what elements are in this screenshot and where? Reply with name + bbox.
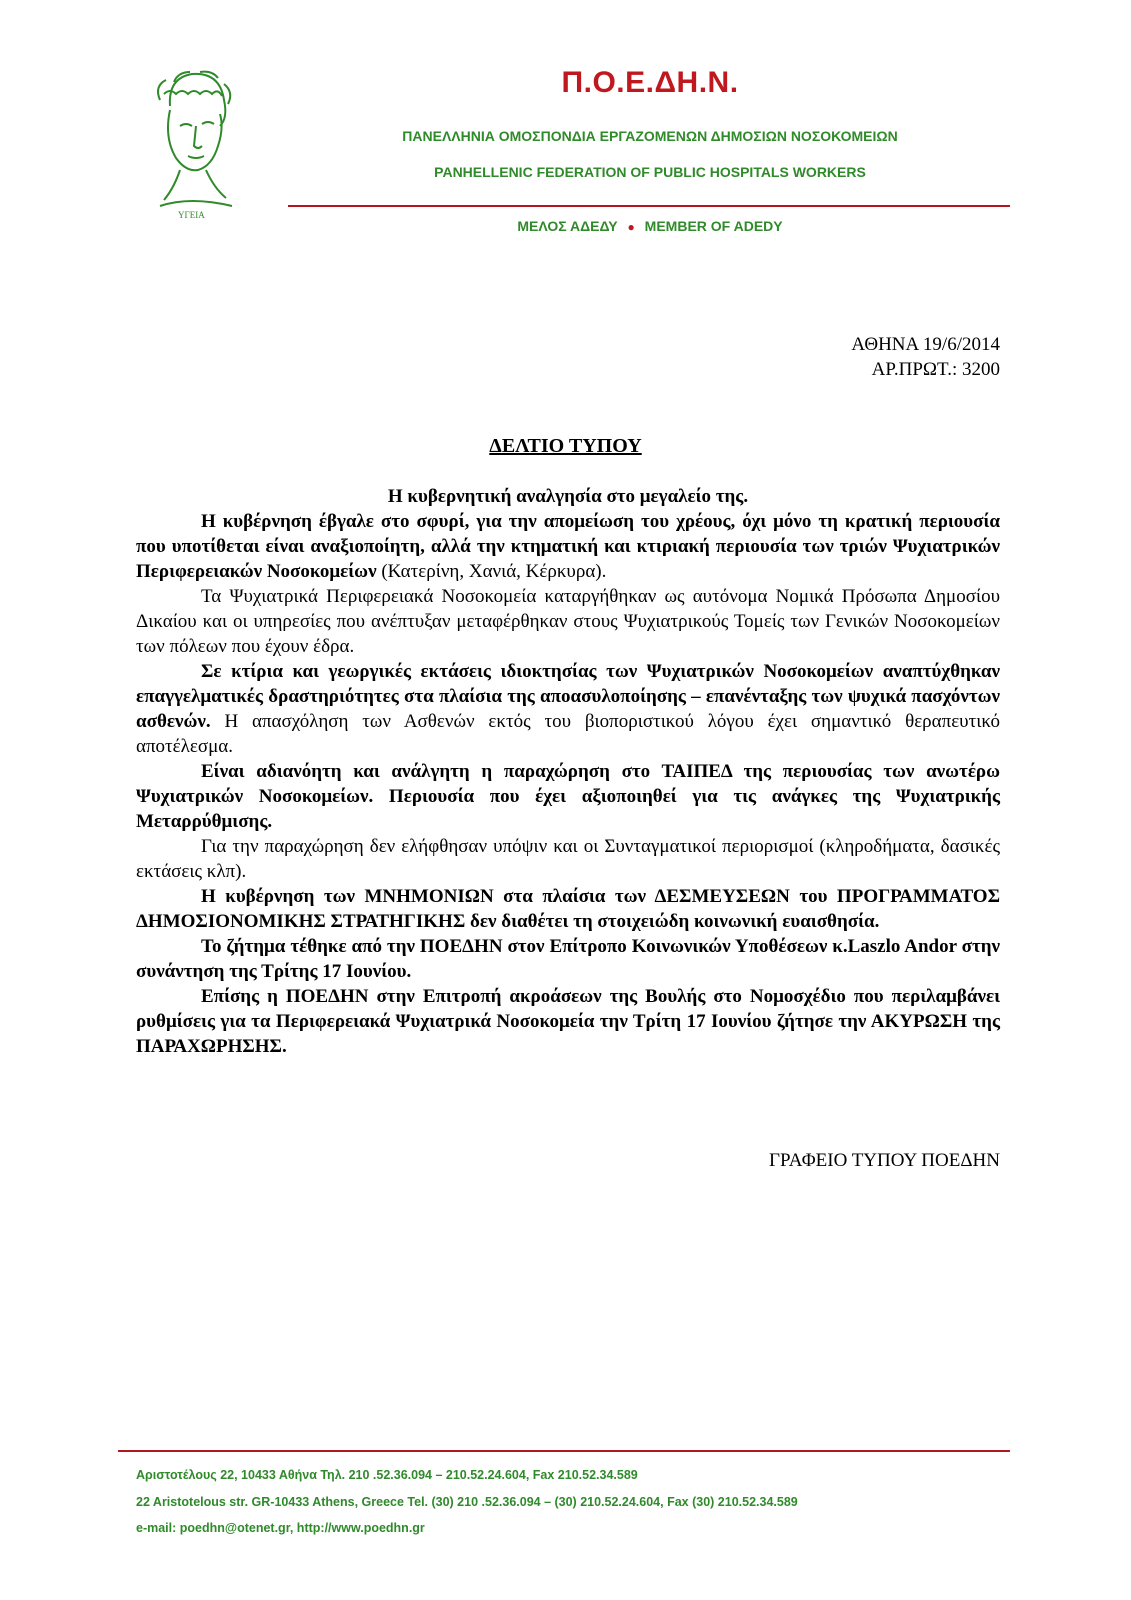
paragraph-8: Επίσης η ΠΟΕΔΗΝ στην Επιτροπή ακροάσεων της Βουλής στο Νομοσχέδιο που περιλαμβάνει ρυθμίσεις για τα Περιφερειακά Ψυχιατρικά Νοσοκομεία την Τρίτη 17 Ιουνίου ζήτησε την ΑΚΥΡΩΣΗ της ΠΑΡΑΧΩΡΗΣΗΣ. <box>136 986 1000 1057</box>
paragraph-1-bold: Η κυβέρνηση έβγαλε στο σφυρί, για την απομείωση του χρέους, όχι μόνο τη κρατική περιουσία που υποτίθεται είναι αναξιοποίητη, αλλά την κτηματική και κτιριακή περιουσία των τριών Ψυχιατρικών Περιφερειακών Νοσοκομείων <box>136 511 1000 582</box>
paragraph-7: Το ζήτημα τέθηκε από την ΠΟΕΔΗΝ στον Επίτροπο Κοινωνικών Υποθέσεων κ.Laszlo Andor στην συνάντηση της Τρίτης 17 Ιουνίου. <box>136 936 1000 982</box>
footer-address-english: 22 Aristotelous str. GR-10433 Athens, Greece Tel. (30) 210 .52.36.094 – (30) 210.52.24.604, Fax (30) 210.52.34.589 <box>136 1495 798 1509</box>
membership-line <box>280 218 1020 234</box>
document-subtitle: Η κυβερνητική αναλγησία στο μεγαλείο της. <box>387 486 749 507</box>
header-divider <box>288 205 1010 207</box>
logo-caption: ΥΓΕΙΑ <box>178 210 205 220</box>
org-name-greek: ΠΑΝΕΛΛΗΝΙΑ ΟΜΟΣΠΟΝΔΙΑ ΕΡΓΑΖΟΜΕΝΩΝ ΔΗΜΟΣΙΩΝ ΝΟΣΟΚΟΜΕΙΩΝ <box>402 128 898 144</box>
org-name-english: PANHELLENIC FEDERATION OF PUBLIC HOSPITALS WORKERS <box>434 164 866 180</box>
paragraph-2: Τα Ψυχιατρικά Περιφερειακά Νοσοκομεία καταργήθηκαν ως αυτόνομα Νομικά Πρόσωπα Δημοσίου Δικαίου και οι υπηρεσίες που ανέπτυξαν μεταφέρθηκαν στους Ψυχιατρικούς Τομείς των Γενικών Νοσοκομείων των πόλεων που έχουν έδρα. <box>136 586 1000 657</box>
paragraph-5: Για την παραχώρηση δεν ελήφθησαν υπόψιν και οι Συνταγματικοί περιορισμοί (κληροδήματα, δασικές εκτάσεις κλπ). <box>136 836 1000 882</box>
document-title: ΔΕΛΤΙΟ ΤΥΠΟΥ <box>489 435 642 457</box>
org-acronym: Π.Ο.Ε.ΔΗ.Ν. <box>561 66 739 99</box>
document-body <box>136 484 1000 1059</box>
signature: ΓΡΑΦΕΙΟ ΤΥΠΟΥ ΠΟΕΔΗΝ <box>768 1150 1000 1171</box>
paragraph-3 <box>136 659 1000 759</box>
paragraph-1 <box>136 509 1000 584</box>
hygeia-head-icon <box>140 66 240 222</box>
paragraph-1-normal: (Κατερίνη, Χανιά, Κέρκυρα). <box>376 561 607 582</box>
paragraph-4: Είναι αδιανόητη και ανάλγητη η παραχώρηση στο ΤΑΙΠΕΔ της περιουσίας των ανωτέρω Ψυχιατρικών Νοσοκομείων. Περιουσία που έχει αξιοποιηθεί για τις ανάγκες της Ψυχιατρικής Μεταρρύθμισης. <box>136 761 1000 832</box>
footer-contact: e-mail: poedhn@otenet.gr, http://www.poedhn.gr <box>136 1521 425 1535</box>
footer-divider <box>118 1450 1010 1452</box>
member-english: MEMBER OF ADEDY <box>644 218 783 234</box>
paragraph-3-bold: Σε κτίρια και γεωργικές εκτάσεις ιδιοκτησίας των Ψυχιατρικών Νοσοκομείων αναπτύχθηκαν επαγγελματικές δραστηριότητες στα πλαίσια της αποασυλοποίησης – επανένταξης των ψυχικά πασχόντων ασθενών. <box>136 661 1000 732</box>
bullet-icon: ● <box>627 220 635 234</box>
paragraph-3-normal: Η απασχόληση των Ασθενών εκτός του βιοποριστικού λόγου έχει σημαντικό θεραπευτικό αποτέλεσμα. <box>136 711 1000 757</box>
member-greek: ΜΕΛΟΣ ΑΔΕΔΥ <box>517 218 618 234</box>
protocol-line: ΑΡ.ΠΡΩΤ.: 3200 <box>871 359 1000 380</box>
paragraph-6: Η κυβέρνηση των ΜΝΗΜΟΝΙΩΝ στα πλαίσια των ΔΕΣΜΕΥΣΕΩΝ του ΠΡΟΓΡΑΜΜΑΤΟΣ ΔΗΜΟΣΙΟΝΟΜΙΚΗΣ ΣΤΡΑΤΗΓΙΚΗΣ δεν διαθέτει τη στοιχειώδη κοινωνική ευαισθησία. <box>136 886 1000 932</box>
date-block <box>851 332 1000 382</box>
hygeia-logo <box>140 66 240 222</box>
footer-address-greek: Αριστοτέλους 22, 10433 Αθήνα Τηλ. 210 .52.36.094 – 210.52.24.604, Fax 210.52.34.589 <box>136 1468 638 1482</box>
date-line: ΑΘΗΝΑ 19/6/2014 <box>851 334 1000 355</box>
